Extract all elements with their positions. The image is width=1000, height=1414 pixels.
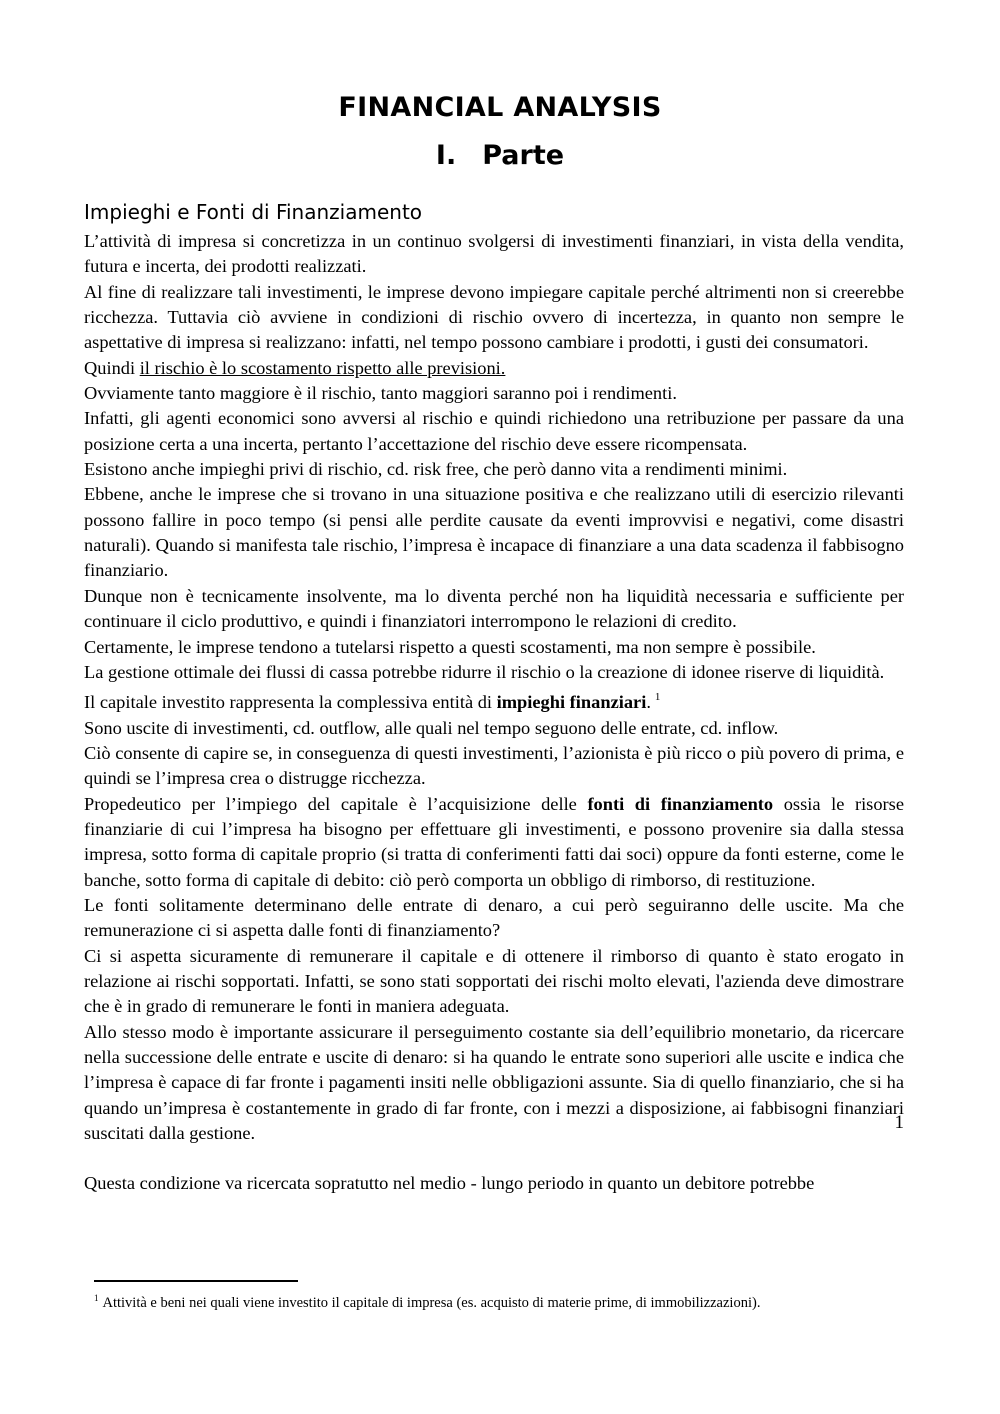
page-number: 1	[894, 1112, 904, 1133]
paragraph	[84, 685, 904, 715]
paragraph: Sono uscite di investimenti, cd. outflow, alle quali nel tempo seguono delle entrate, cd. inflow.	[84, 717, 779, 738]
paragraph-text: ossia le risorse finanziarie di cui l’impresa ha bisogno per effettuare gli investimenti, e possono provenire sia dalla stessa impresa, sotto forma di capitale proprio (si tratta di conferimenti fatti dai soci) oppure da fonti esterne, come le banche, sotto forma di capitale di debito: ciò però comporta un obbligo di rimborso, di restituzione.	[84, 793, 904, 890]
footnote-separator	[94, 1280, 298, 1282]
paragraph: La gestione ottimale dei flussi di cassa potrebbe ridurre il rischio o la creazione di idonee riserve di liquidità.	[84, 661, 885, 682]
body-text	[84, 229, 904, 1197]
footnote-text: Attività e beni nei quali viene investito il capitale di impresa (es. acquisto di materie prime, di immobilizzazioni).	[102, 1295, 761, 1311]
paragraph-text: Il capitale investito rappresenta la complessiva entità di	[84, 692, 497, 713]
underlined-definition: il rischio è lo scostamento rispetto alle previsioni.	[139, 357, 506, 378]
footnote	[94, 1288, 904, 1313]
paragraph: Esistono anche impieghi privi di rischio, cd. risk free, che però danno vita a rendimenti minimi.	[84, 459, 788, 480]
paragraph-text: Propedeutico per l’impiego del capitale è l’acquisizione delle	[84, 793, 588, 814]
part-heading	[0, 140, 1000, 171]
paragraph: Infatti, gli agenti economici sono avversi al rischio e quindi richiedono una retribuzione per passare da una posizione certa a una incerta, pertanto l’accettazione del rischio deve essere ricompensata.	[84, 408, 904, 454]
footnote-number: 1	[94, 1293, 99, 1303]
paragraph: Al fine di realizzare tali investimenti, le imprese devono impiegare capitale perché altrimenti non si creerebbe ricchezza. Tuttavia ciò avviene in condizioni di rischio ovvero di incertezza, in quanto non sempre le aspettative di impresa si realizzano: infatti, nel tempo possono cambiare i prodotti, i gusti dei consumatori.	[84, 281, 904, 353]
document-title: FINANCIAL ANALYSIS	[338, 92, 662, 123]
paragraph: Le fonti solitamente determinano delle entrate di denaro, a cui però seguiranno delle uscite. Ma che remunerazione ci si aspetta dalle fonti di finanziamento?	[84, 894, 904, 941]
paragraph: Ciò consente di capire se, in conseguenza di questi investimenti, l’azionista è più ricco o più povero di prima, e quindi se l’impresa crea o distrugge ricchezza.	[84, 742, 904, 789]
paragraph	[84, 792, 904, 893]
paragraph: Questa condizione va ricercata sopratutto nel medio - lungo periodo in quanto un debitore potrebbe	[84, 1173, 815, 1194]
footnote-reference[interactable]: 1	[654, 691, 661, 704]
paragraph: Allo stesso modo è importante assicurare il perseguimento costante sia dell’equilibrio monetario, da ricercare nella successione delle entrate e uscite di denaro: si ha quando le entrate sono superiori alle uscite e indica che l’impresa è capace di far fronte i pagamenti insiti nelle obbligazioni assunte. Sia di quello finanziario, che si ha quando un’impresa è costantemente in grado di far fronte, con i mezzi a disposizione, ai fabbisogni finanziari suscitati dalla gestione.	[84, 1021, 904, 1144]
paragraph: Ebbene, anche le imprese che si trovano in una situazione positiva e che realizzano utili di esercizio rilevanti possono fallire in poco tempo (si pensi alle perdite causate da eventi improvvisi e negativi, come disastri naturali). Quando si manifesta tale rischio, l’impresa è incapace di finanziare a una data scadenza il fabbisogno finanziario.	[84, 484, 904, 581]
paragraph: Ovviamente tanto maggiore è il rischio, tanto maggiori saranno poi i rendimenti.	[84, 383, 677, 404]
paragraph: Certamente, le imprese tendono a tutelarsi rispetto a questi scostamenti, ma non sempre è possibile.	[84, 636, 816, 657]
paragraph-text: Quindi	[84, 357, 140, 378]
bold-term: impieghi finanziari	[496, 692, 647, 713]
part-label: Parte	[482, 140, 565, 171]
part-number: I.	[435, 140, 457, 171]
paragraph: Dunque non è tecnicamente insolvente, ma lo diventa perché non ha liquidità necessaria e sufficiente per continuare il ciclo produttivo, e quindi i finanziatori interrompono le relazioni di credito.	[84, 585, 904, 632]
paragraph: L’attività di impresa si concretizza in un continuo svolgersi di investimenti finanziari, in vista della vendita, futura e incerta, dei prodotti realizzati.	[84, 231, 904, 277]
bold-term: fonti di finanziamento	[587, 793, 774, 814]
paragraph	[84, 356, 904, 381]
paragraph: Ci si aspetta sicuramente di remunerare il capitale e di ottenere il rimborso di quanto è stato erogato in relazione ai rischi sopportati. Infatti, se sono stati sopportati dei rischi molto elevati, l'azienda deve dimostrare che è in grado di remunerare le fonti in maniera adeguata.	[84, 945, 904, 1017]
paragraph-text: .	[646, 692, 651, 713]
section-heading: Impieghi e Fonti di Finanziamento	[84, 200, 423, 224]
